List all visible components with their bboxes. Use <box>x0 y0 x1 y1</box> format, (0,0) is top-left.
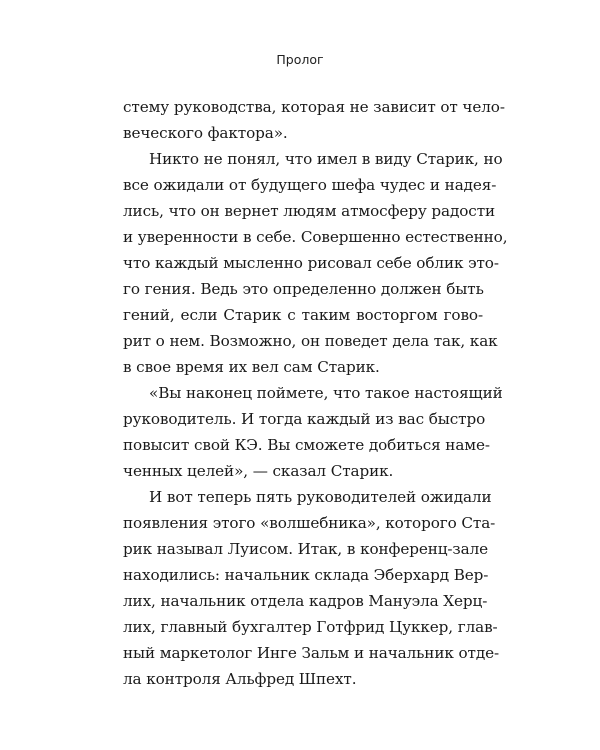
text-line: «Вы наконец поймете, что такое настоящий <box>149 384 503 402</box>
paragraph <box>123 380 503 484</box>
text-line: что каждый мысленно рисовал себе облик это- <box>123 254 499 272</box>
text-line: стему руководства, которая не зависит от чело- <box>123 98 505 116</box>
text-line: руководитель. И тогда каждый из вас быстро <box>123 410 486 428</box>
text-line: лих, главный бухгалтер Готфрид Цуккер, глав- <box>123 618 498 636</box>
body-text <box>123 94 508 692</box>
text-line: ченных целей», — сказал Старик. <box>123 462 394 480</box>
text-line: лись, что он вернет людям атмосферу радости <box>123 202 496 220</box>
text-line: лих, начальник отдела кадров Мануэла Херц- <box>123 592 488 610</box>
text-line: рик называл Луисом. Итак, в конференц-зале <box>123 540 489 558</box>
text-line: гений, если Старик с таким восторгом гово- <box>123 306 483 324</box>
text-line: ла контроля Альфред Шпехт. <box>123 670 357 688</box>
paragraph <box>123 94 505 146</box>
text-line: находились: начальник склада Эберхард Вер- <box>123 566 489 584</box>
text-line: го гения. Ведь это определенно должен быть <box>123 280 484 298</box>
paragraph <box>123 484 499 692</box>
text-line: Никто не понял, что имел в виду Старик, но <box>149 150 503 168</box>
text-line: ный маркетолог Инге Зальм и начальник отде- <box>123 644 499 662</box>
text-line: и уверенности в себе. Совершенно естественно, <box>123 228 508 246</box>
text-line: в свое время их вел сам Старик. <box>123 358 380 376</box>
text-line: рит о нем. Возможно, он поведет дела так, как <box>123 332 498 350</box>
paragraph <box>123 146 508 380</box>
text-line: повысит свой КЭ. Вы сможете добиться наме- <box>123 436 490 454</box>
text-line: веческого фактора». <box>123 124 288 142</box>
running-head: Пролог <box>276 52 324 67</box>
text-line: появления этого «волшебника», которого Ста- <box>123 514 496 532</box>
text-line: все ожидали от будущего шефа чудес и надея- <box>123 176 497 194</box>
text-line: И вот теперь пять руководителей ожидали <box>149 488 492 506</box>
